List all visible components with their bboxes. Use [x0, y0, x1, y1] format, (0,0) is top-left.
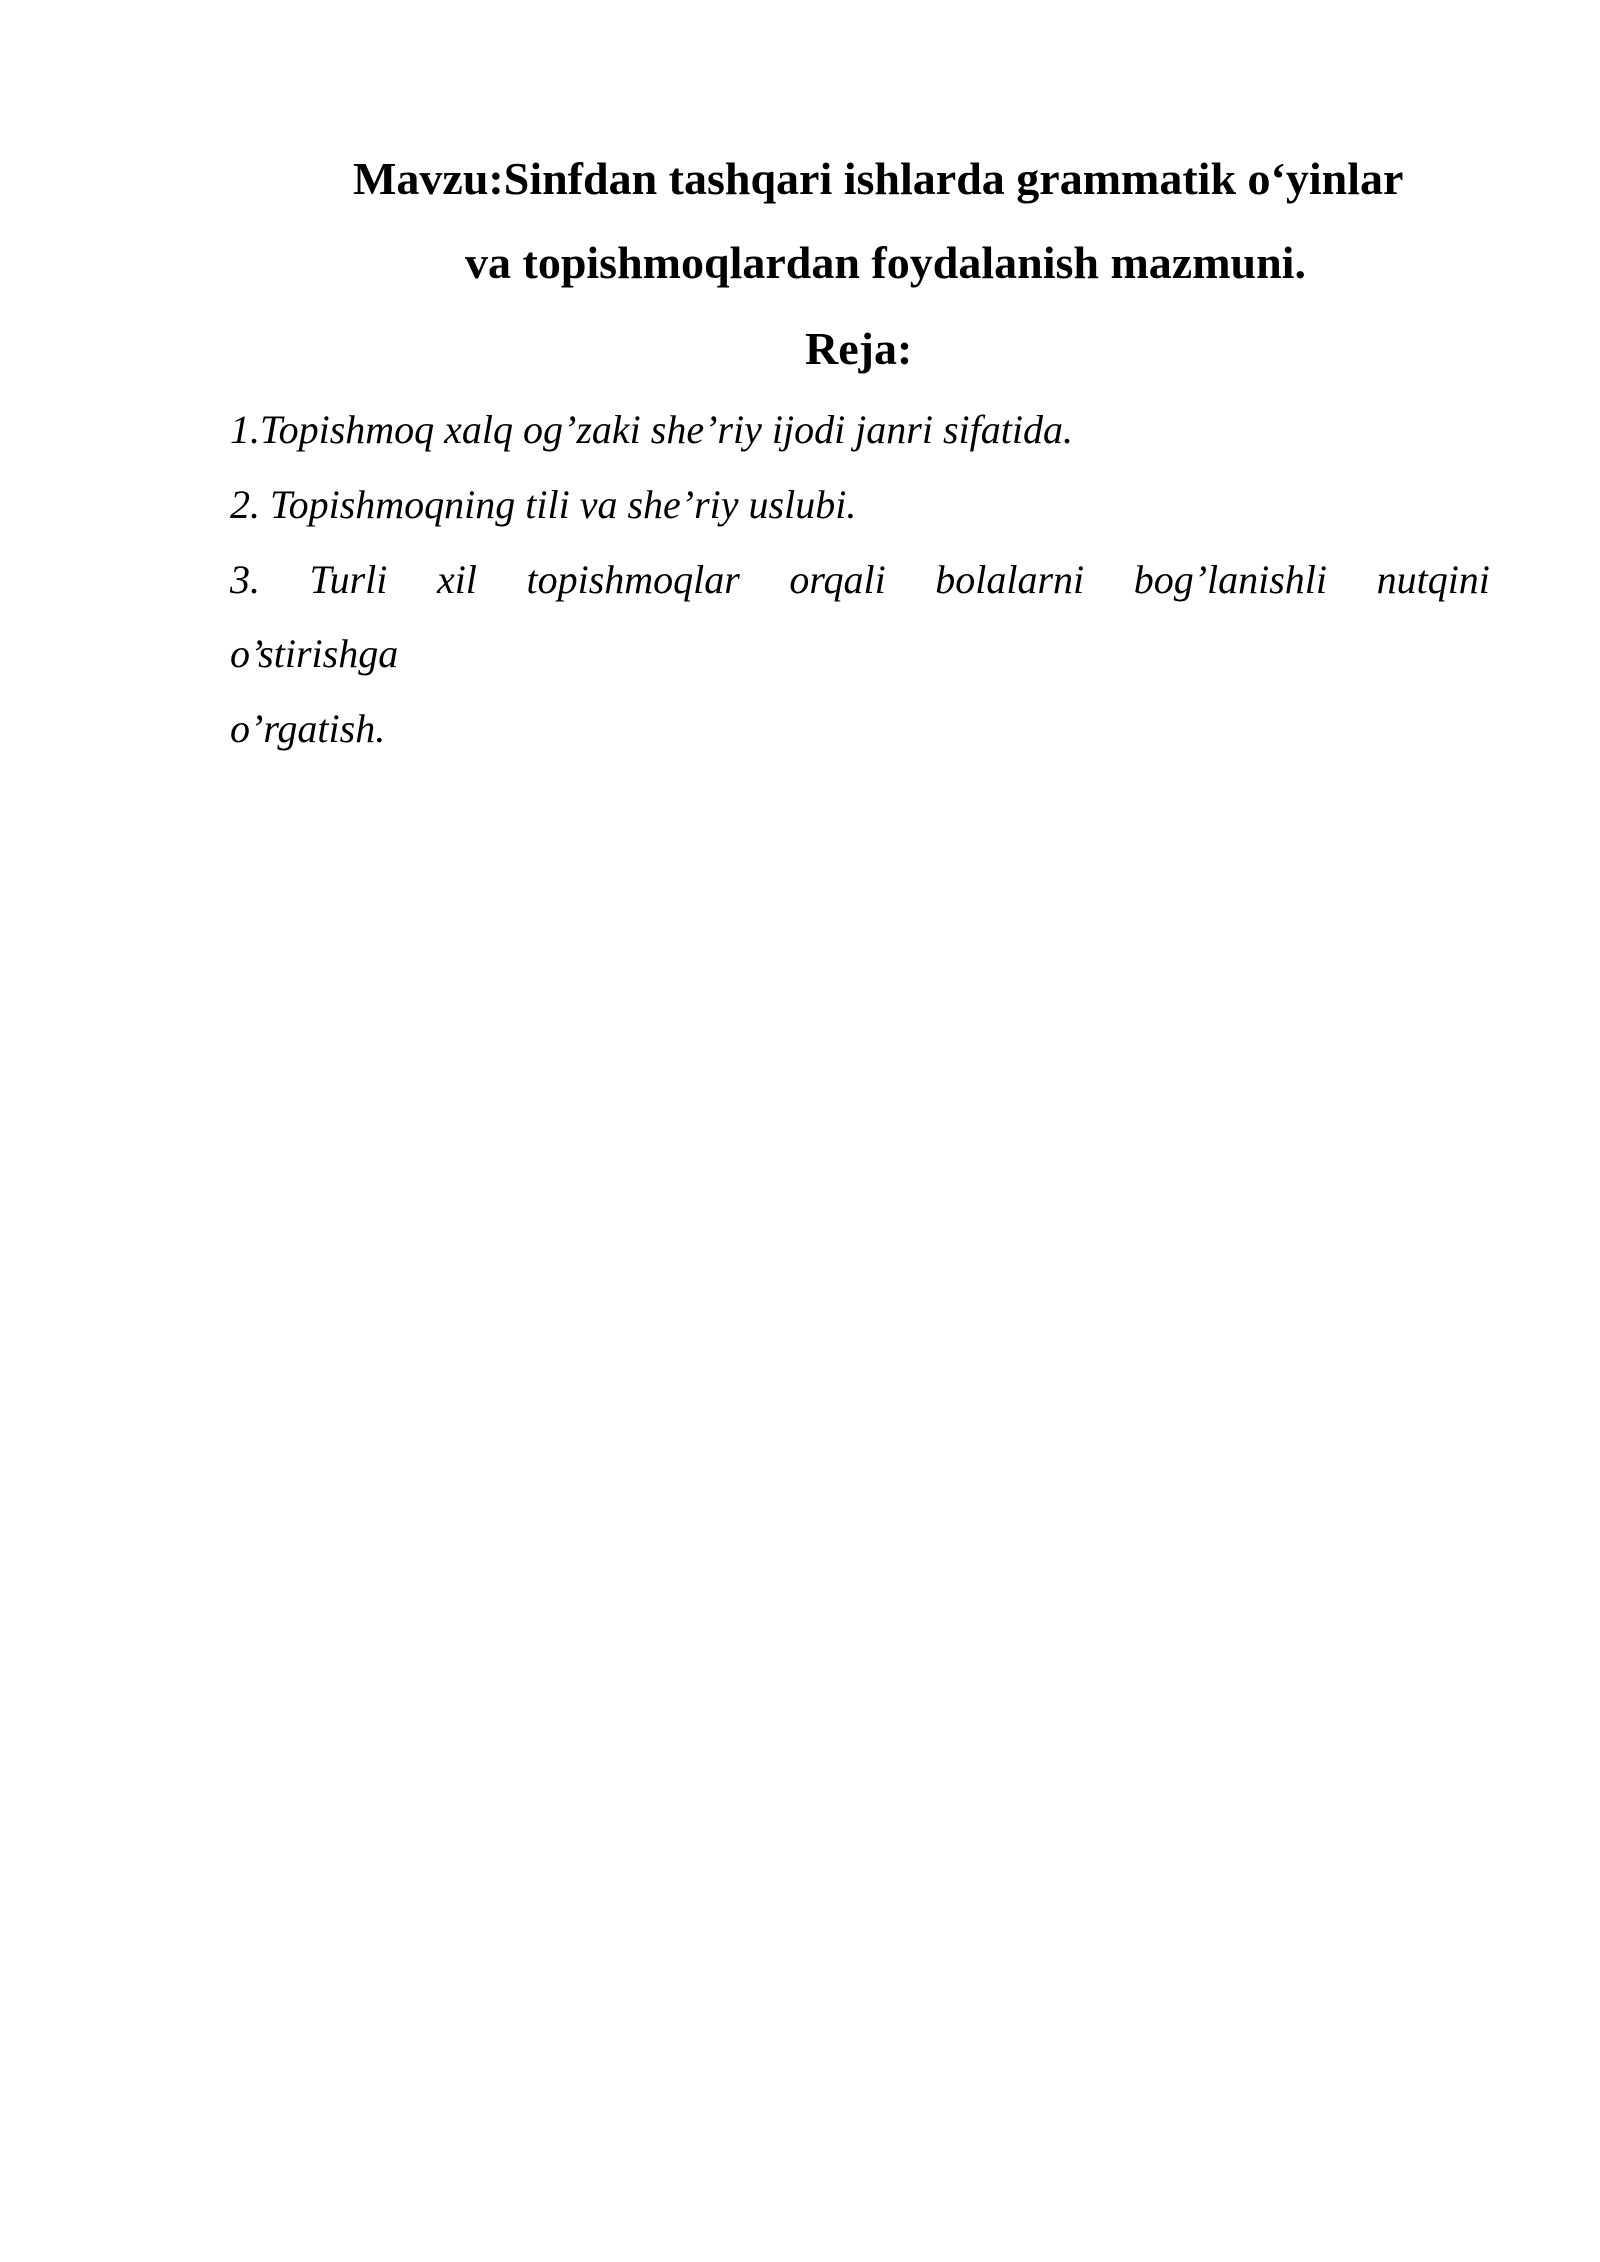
plan-item-3-line-3: o’rgatish.	[230, 706, 386, 751]
plan-item-3-line-1	[230, 557, 1490, 602]
plan-item-3-word: nutqini	[1376, 557, 1490, 602]
plan-item-3-word: topishmoqlar	[526, 557, 740, 602]
plan-item-3-word: orqali	[789, 557, 886, 602]
topic-title-line-1: Mavzu:Sinfdan tashqari ishlarda grammatik o‘yinlar	[353, 153, 1404, 204]
plan-item-1: 1.Topishmoq xalq og’zaki she’riy ijodi janri sifatida.	[230, 407, 1073, 452]
plan-item-3-word: bog’lanishli	[1133, 557, 1328, 602]
plan-item-3-word: xil	[436, 557, 477, 602]
plan-item-3-word: bolalarni	[935, 557, 1085, 602]
topic-title-line-2: va topishmoqlardan foydalanish mazmuni.	[465, 237, 1306, 288]
plan-item-3-line-2: o’stirishga	[230, 631, 399, 676]
plan-item-3-word: Turli	[309, 557, 388, 602]
plan-heading: Reja:	[805, 323, 913, 374]
plan-item-2: 2. Topishmoqning tili va she’riy uslubi.	[230, 482, 857, 527]
plan-item-3-word: 3.	[230, 557, 260, 602]
